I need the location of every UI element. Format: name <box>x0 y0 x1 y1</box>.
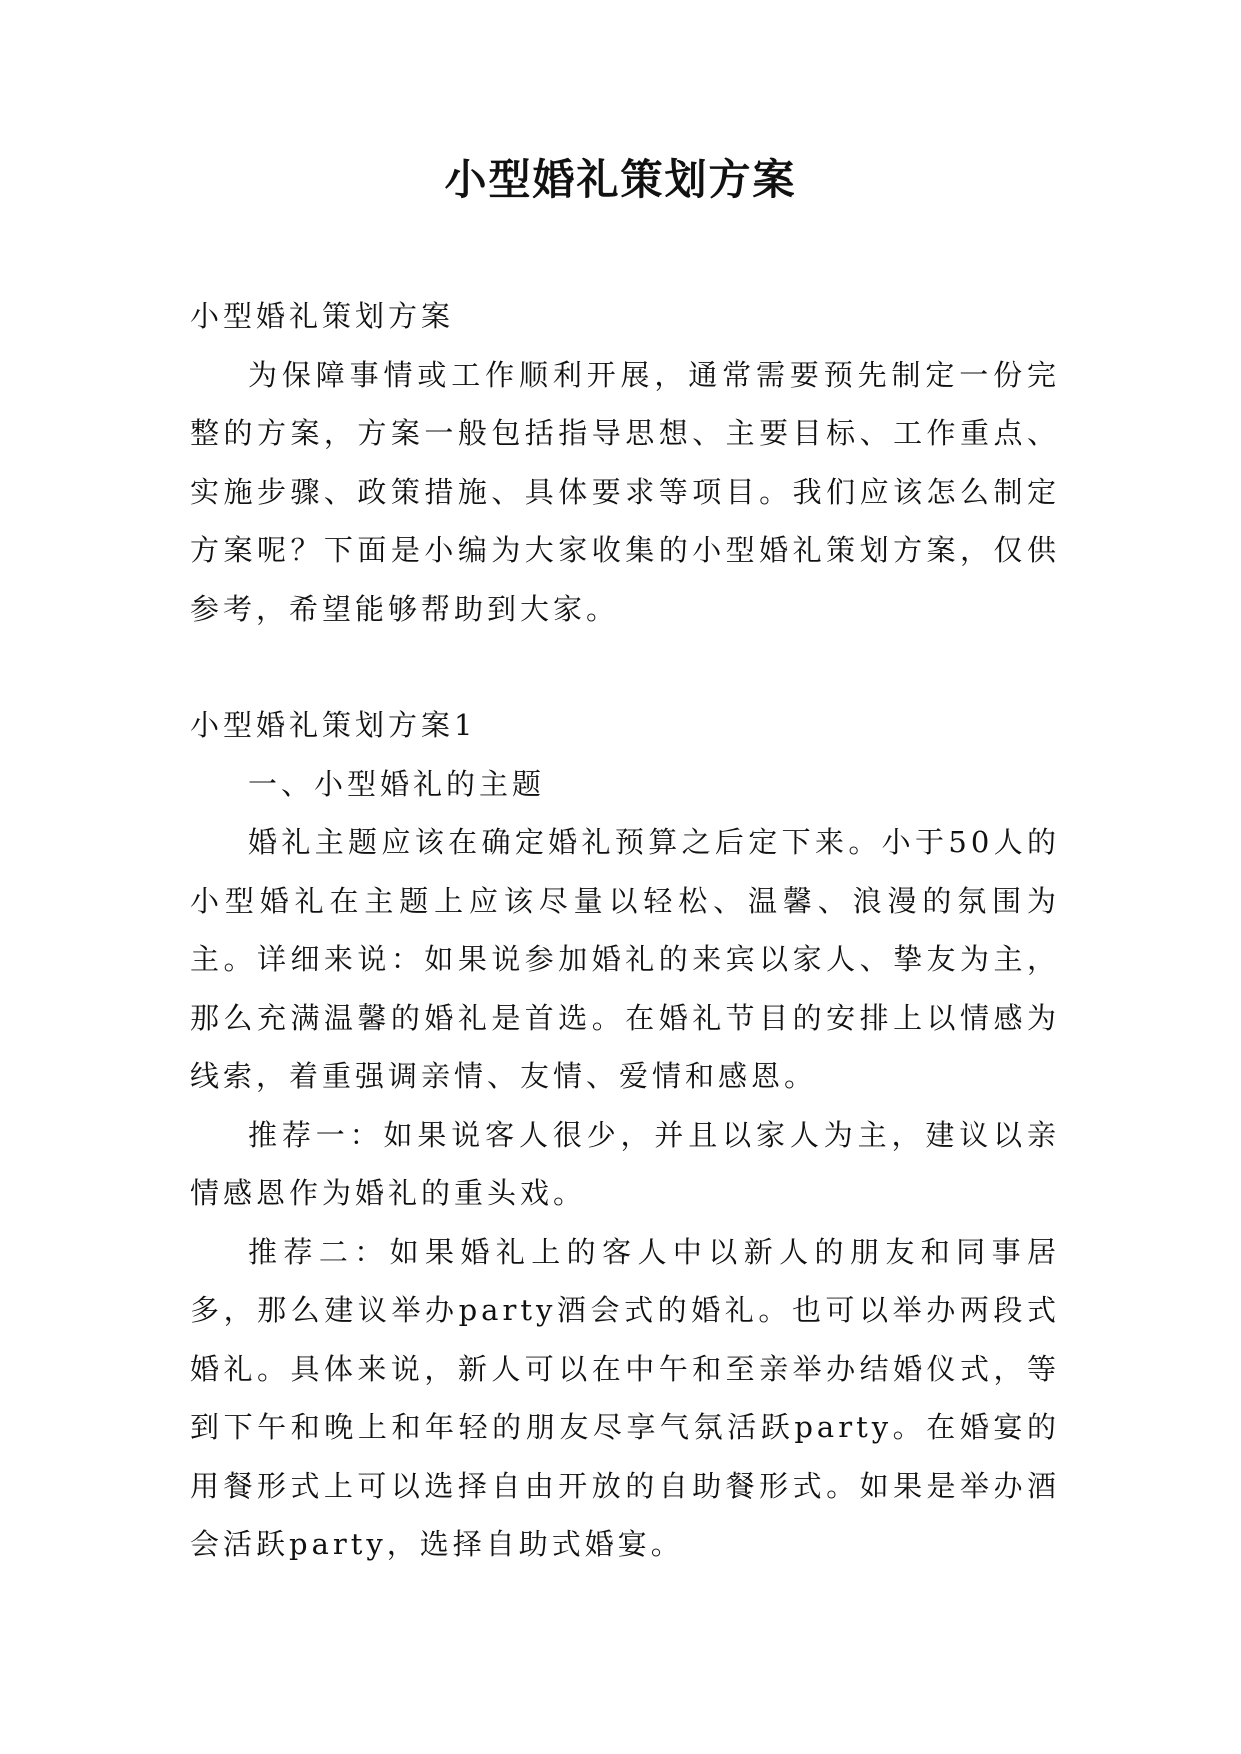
section-gap <box>190 638 1060 696</box>
body-paragraph: 推荐一：如果说客人很少，并且以家人为主，建议以亲情感恩作为婚礼的重头戏。 <box>190 1117 1060 1210</box>
body-paragraph: 推荐二：如果婚礼上的客人中以新人的朋友和同事居多，那么建议举办party酒会式的婚礼。也可以举办两段式婚礼。具体来说，新人可以在中午和至亲举办结婚仪式，等到下午和晚上和年轻的朋友尽享气氛活跃party。在婚宴的用餐形式上可以选择自由开放的自助餐形式。如果是举办酒会活跃party，选择自助式婚宴。 <box>190 1234 1060 1561</box>
document-subtitle: 小型婚礼策划方案 <box>190 299 455 333</box>
body-paragraph: 婚礼主题应该在确定婚礼预算之后定下来。小于50人的小型婚礼在主题上应该尽量以轻松、温馨、浪漫的氛围为主。详细来说：如果说参加婚礼的来宾以家人、挚友为主，那么充满温馨的婚礼是首选。在婚礼节目的安排上以情感为线索，着重强调亲情、友情、爱情和感恩。 <box>190 825 1060 1093</box>
document-title: 小型婚礼策划方案 <box>444 155 797 204</box>
section-heading: 一、小型婚礼的主题 <box>248 766 546 801</box>
document-body <box>190 287 1060 1574</box>
intro-paragraph: 为保障事情或工作顺利开展，通常需要预先制定一份完整的方案，方案一般包括指导思想、主要目标、工作重点、实施步骤、政策措施、具体要求等项目。我们应该怎么制定方案呢？下面是小编为大家收集的小型婚礼策划方案，仅供参考，希望能够帮助到大家。 <box>190 357 1060 626</box>
section-title: 小型婚礼策划方案1 <box>190 708 477 742</box>
